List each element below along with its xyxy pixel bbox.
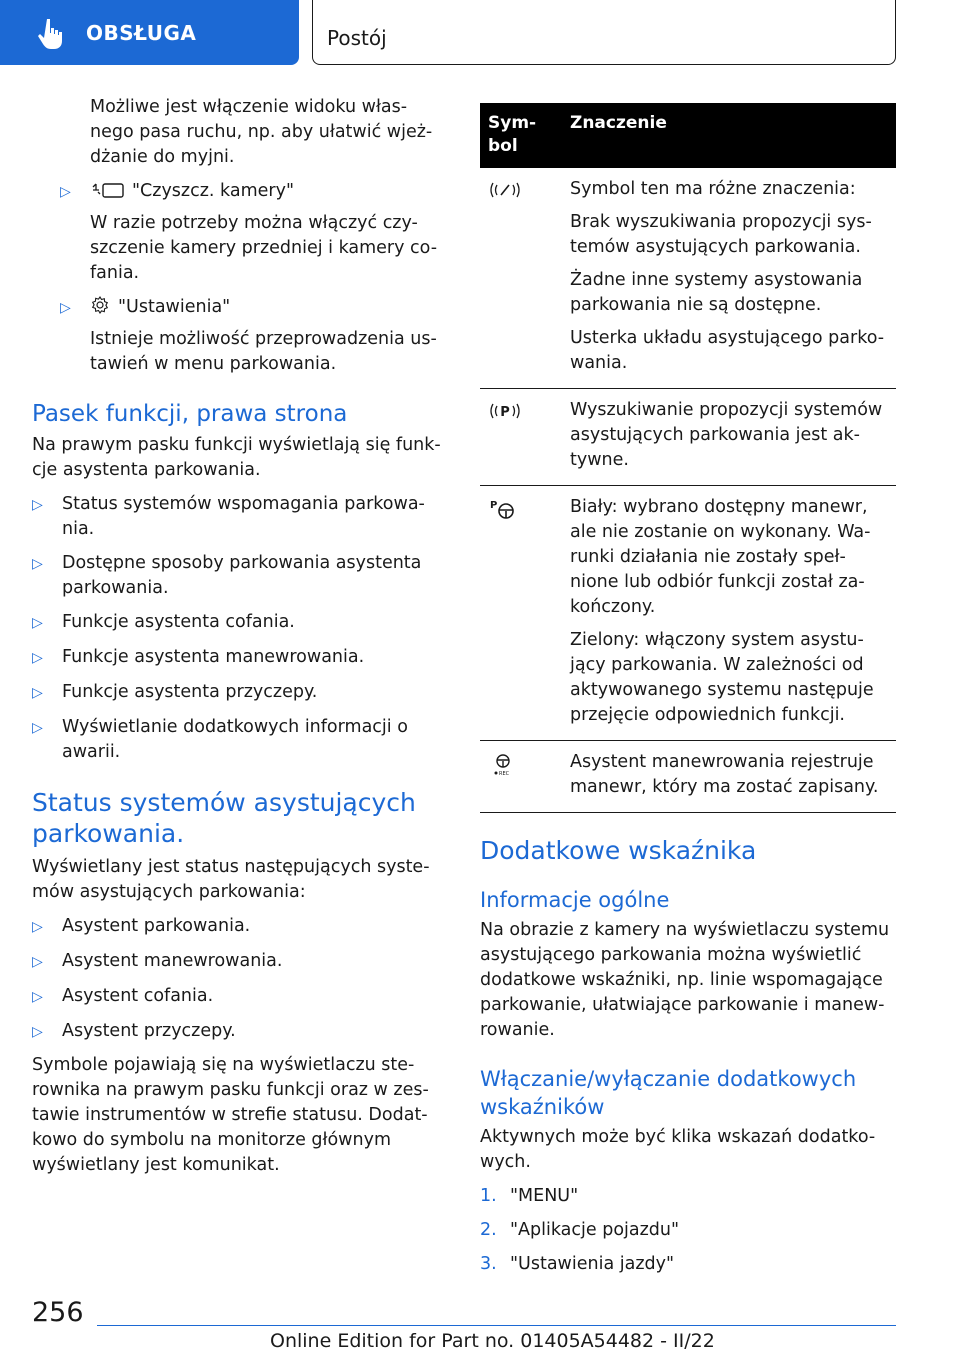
left-column — [32, 95, 444, 1178]
svg-text:P: P — [490, 500, 498, 511]
symbol-table — [480, 103, 896, 813]
list-item: ▷ Wyświetlanie dodatkowych informacji o awarii. — [32, 715, 444, 765]
bullet-triangle-icon: ▷ — [32, 720, 43, 736]
page-number: 256 — [32, 1297, 84, 1328]
right-column — [480, 103, 896, 1277]
bullet-triangle-icon: ▷ — [60, 184, 71, 200]
col-meaning-header: Znaczenie — [562, 103, 896, 168]
bullet-triangle-icon: ▷ — [60, 300, 71, 316]
status-outro: Symbole pojawiają się na wyświetlaczu ste-rownika na prawym pasku funkcji oraz w zes-tawie instrumentów w strefie statusu. Dodat-kowo do symbolu na monitorze głównym wyświetlany jest komunikat. — [32, 1055, 429, 1175]
bullet-triangle-icon: ▷ — [32, 556, 43, 572]
pointing-hand-icon — [34, 16, 68, 50]
edition-text: Online Edition for Part no. 01405A54482 - II/22 — [270, 1330, 715, 1352]
camera-clean-desc: W razie potrzeby można włączyć czy-szczenie kamery przedniej i kamery co-fania. — [90, 213, 438, 283]
list-item: ▷ Asystent manewrowania. — [32, 949, 444, 975]
list-item: ▷ Status systemów wspomagania parkowa-nia. — [32, 492, 444, 542]
topic-label: Postój — [327, 26, 387, 50]
function-bar-list — [32, 492, 444, 765]
settings-label: "Ustawienia" — [118, 297, 231, 317]
list-item: ▷ Funkcje asystenta przyczepy. — [32, 680, 444, 706]
svg-text:REC: REC — [499, 771, 510, 777]
topic-box — [312, 0, 896, 65]
camera-clean-icon — [90, 181, 124, 199]
general-info-heading: Informacje ogólne — [480, 888, 670, 912]
list-item: ▷ Asystent przyczepy. — [32, 1019, 444, 1045]
table-header-row — [480, 103, 896, 168]
bullet-triangle-icon: ▷ — [32, 1024, 43, 1040]
parking-steering-wheel-icon — [488, 498, 518, 520]
bullet-triangle-icon: ▷ — [32, 685, 43, 701]
table-row: P Biały: wybrano dostępny manewr, ale nie zostanie on wykonany. Wa-runki działania nie zostały speł-nione lub odbiór funkcji został za-kończony. Zielony: włączony system asystu-jący parkowania. W zależności od aktywowanego systemu następuje przejęcie odpowiednich funkcji. — [480, 486, 896, 741]
steps-list — [480, 1184, 896, 1277]
status-heading: Status systemów asystujących parkowania. — [32, 788, 416, 848]
settings-desc: Istnieje możliwość przeprowadzenia us-tawień w menu parkowania. — [90, 329, 437, 374]
toggle-indicators-heading: Włączanie/wyłączanie dodatkowych wskaźników — [480, 1067, 857, 1119]
list-item: ▷ Dostępne sposoby parkowania asystenta parkowania. — [32, 551, 444, 601]
extra-indicators-heading: Dodatkowe wskaźnika — [480, 836, 757, 865]
list-item: ▷ Funkcje asystenta manewrowania. — [32, 645, 444, 671]
bullet-triangle-icon: ▷ — [32, 919, 43, 935]
intro-text: Możliwe jest włączenie widoku włas-nego pasa ruchu, np. aby ułatwić wjeż-dżanie do myjni. — [90, 97, 433, 167]
bullet-triangle-icon: ▷ — [32, 497, 43, 513]
footer-divider — [97, 1325, 896, 1326]
table-row: Symbol ten ma różne znaczenia: Brak wyszukiwania propozycji sys-temów asystujących parkowania. Żadne inne systemy asystowania parkowania nie są dostępne. Usterka układu asystującego parko-wania. — [480, 168, 896, 389]
list-item: ▷ Asystent parkowania. — [32, 914, 444, 940]
parking-assist-crossed-icon — [488, 180, 522, 200]
list-item: 1. "MENU" — [480, 1186, 579, 1206]
gear-icon — [90, 295, 110, 315]
svg-text:P: P — [500, 405, 510, 420]
list-item: ▷ Funkcje asystenta cofania. — [32, 610, 444, 636]
table-row: REC Asystent manewrowania rejestruje manewr, który ma zostać zapisany. — [480, 741, 896, 813]
camera-clean-label: "Czyszcz. kamery" — [132, 181, 295, 201]
function-bar-intro: Na prawym pasku funkcji wyświetlają się funk-cje asystenta parkowania. — [32, 435, 441, 480]
function-bar-heading: Pasek funkcji, prawa strona — [32, 401, 348, 427]
list-item: 3. "Ustawienia jazdy" — [480, 1254, 675, 1274]
general-info-text: Na obrazie z kamery na wyświetlaczu systemu asystującego parkowania można wyświetlić dodatkowe wskaźniki, np. linie wspomagające parkowanie, ułatwiające parkowanie i manew-rowanie. — [480, 920, 890, 1040]
camera-clean-item — [32, 179, 444, 205]
section-tab — [0, 0, 299, 65]
section-label: OBSŁUGA — [86, 20, 197, 45]
bullet-triangle-icon: ▷ — [32, 954, 43, 970]
parking-search-icon — [488, 401, 522, 421]
bullet-triangle-icon: ▷ — [32, 989, 43, 1005]
settings-item — [32, 295, 444, 321]
list-item: 2. "Aplikacje pojazdu" — [480, 1220, 680, 1240]
status-intro: Wyświetlany jest status następujących syste-mów asystujących parkowania: — [32, 857, 430, 902]
toggle-indicators-text: Aktywnych może być klika wskazań dodatko-wych. — [480, 1127, 876, 1172]
steering-wheel-rec-icon — [488, 753, 518, 777]
col-symbol-header: Sym-bol — [480, 103, 562, 168]
table-row: P Wyszukiwanie propozycji systemów asystujących parkowania jest ak-tywne. — [480, 389, 896, 486]
status-list — [32, 914, 444, 1045]
bullet-triangle-icon: ▷ — [32, 615, 43, 631]
bullet-triangle-icon: ▷ — [32, 650, 43, 666]
list-item: ▷ Asystent cofania. — [32, 984, 444, 1010]
